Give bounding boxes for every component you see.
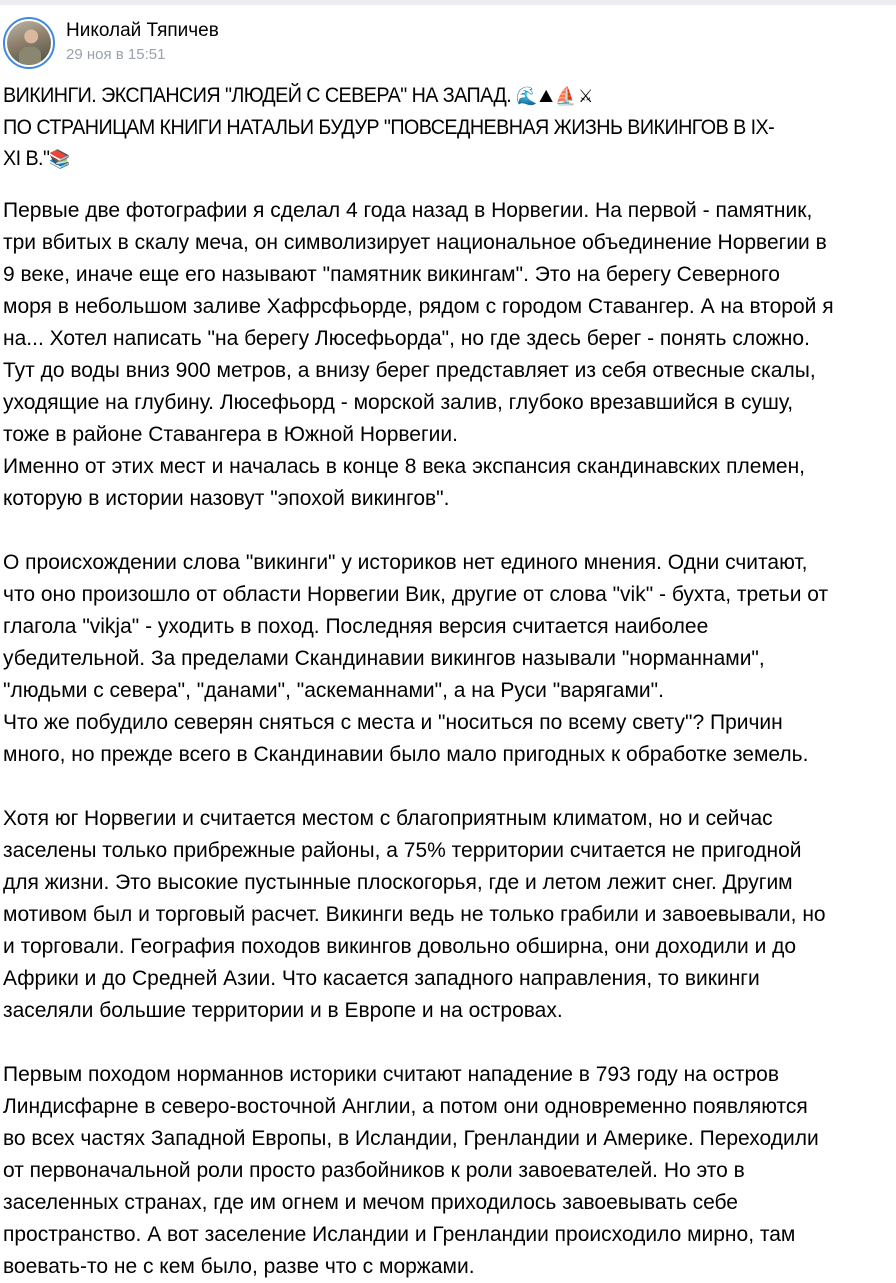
text-line: от первоначальной роли просто разбойников к роли завоевателей. Но это в: [3, 1159, 745, 1182]
title-line: XI В.": [3, 147, 50, 170]
text-line: на... Хотел написать "на берегу Люсефьорда", но где здесь берег - понять сложно.: [3, 327, 810, 350]
text-line: убедительной. За пределами Скандинавии викингов называли "норманнами",: [3, 647, 765, 670]
text-line: заселены только прибрежные районы, а 75% территории считается не пригодной: [3, 839, 802, 862]
avatar-image: [7, 21, 51, 65]
post-title: [3, 80, 774, 175]
text-line: что оно произошло от области Норвегии Вик, другие от слова "vik" - бухта, третьи от: [3, 583, 829, 606]
text-line: Линдисфарне в северо-восточной Англии, а потом они одновременно появляются: [3, 1095, 808, 1118]
text-line: Хотя юг Норвегии и считается местом с благоприятным климатом, но и сейчас: [3, 807, 773, 830]
avatar[interactable]: [3, 17, 55, 69]
paragraph-gap: [3, 1027, 834, 1059]
paragraph-gap: [3, 771, 834, 803]
text-line: Тут до воды вниз 900 метров, а внизу берег представляет из себя отвесные скалы,: [3, 359, 816, 382]
text-line: мотивом был и торговый расчет. Викинги ведь не только грабили и завоевывали, но: [3, 903, 826, 926]
text-line: для жизни. Это высокие пустынные плоскогорья, где и летом лежит снег. Другим: [3, 871, 793, 894]
text-line: воевать-то не с кем было, разве что с моржами.: [3, 1255, 475, 1278]
text-line: Первым походом норманнов историки считают нападение в 793 году на остров: [3, 1063, 779, 1086]
text-line: Что же побудило северян сняться с места и "носиться по всему свету"? Причин: [3, 711, 783, 734]
text-line: моря в небольшом заливе Хафрсфьорде, рядом с городом Ставангер. А на второй я: [3, 295, 834, 318]
text-line: Африки и до Средней Азии. Что касается западного направления, то викинги: [3, 967, 760, 990]
wave-mountain-sailboat-swords-icon: 🌊⛰⛵⚔: [516, 86, 596, 107]
books-icon: 📚: [49, 149, 73, 170]
text-line: Именно от этих мест и началась в конце 8 века экспансия скандинавских племен,: [3, 455, 806, 478]
paragraph: [3, 1059, 834, 1283]
text-line: пространство. А вот заселение Исландии и Гренландии происходило мирно, там: [3, 1223, 796, 1246]
text-line: много, но прежде всего в Скандинавии было мало пригодных к обработке земель.: [3, 743, 809, 766]
text-line: и торговали. География походов викингов довольно обширна, они доходили и до: [3, 935, 797, 958]
post-time[interactable]: 29 ноя в 15:51: [66, 46, 166, 63]
text-line: во всех частях Западной Европы, в Исландии, Гренландии и Америке. Переходили: [3, 1127, 819, 1150]
text-line: заселяли большие территории и в Европе и на островах.: [3, 999, 563, 1022]
text-line: Первые две фотографии я сделал 4 года назад в Норвегии. На первой - памятник,: [3, 199, 813, 222]
paragraph: [3, 803, 834, 1027]
paragraph: [3, 195, 834, 515]
text-line: О происхождении слова "викинги" у историков нет единого мнения. Одни считают,: [3, 551, 808, 574]
title-line: ВИКИНГИ. ЭКСПАНСИЯ "ЛЮДЕЙ С СЕВЕРА" НА ЗАПАД.: [3, 84, 512, 107]
author-name[interactable]: Николай Тяпичев: [66, 20, 219, 41]
text-line: три вбитых в скалу меча, он символизирует национальное объединение Норвегии в: [3, 231, 827, 254]
text-line: уходящие на глубину. Люсефьорд - морской залив, глубоко врезавшийся в сушу,: [3, 391, 794, 414]
paragraph: [3, 547, 834, 771]
top-separator: [0, 0, 896, 5]
text-line: тоже в районе Ставангера в Южной Норвегии.: [3, 423, 458, 446]
title-line: ПО СТРАНИЦАМ КНИГИ НАТАЛЬИ БУДУР "ПОВСЕДНЕВНАЯ ЖИЗНЬ ВИКИНГОВ В IX-: [3, 116, 775, 139]
paragraph-gap: [3, 515, 834, 547]
text-line: 9 веке, иначе еще его называют "памятник викингам". Это на берегу Северного: [3, 263, 780, 286]
text-line: заселенных странах, где им огнем и мечом приходилось завоевывать себе: [3, 1191, 738, 1214]
text-line: которую в истории назовут "эпохой викингов".: [3, 487, 450, 510]
text-line: "людьми с севера", "данами", "аскеманнами", а на Руси "варягами".: [3, 679, 664, 702]
text-line: глагола "vikja" - уходить в поход. Последняя версия считается наиболее: [3, 615, 709, 638]
post-body: [3, 195, 834, 1283]
